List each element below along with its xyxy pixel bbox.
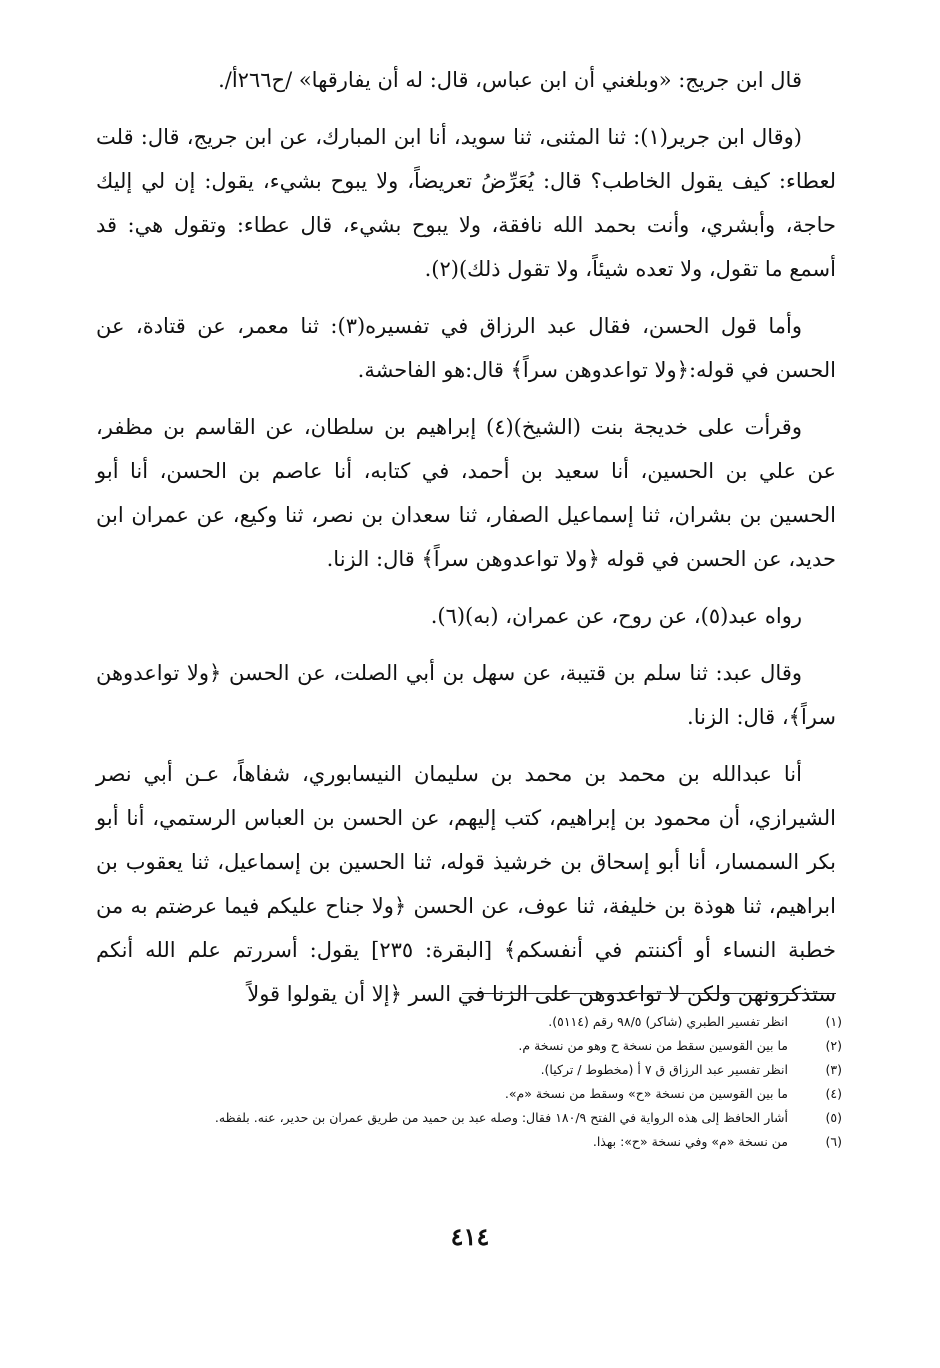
footnote-separator bbox=[462, 993, 836, 994]
paragraph: وقرأت على خديجة بنت (الشيخ)(٤) إبراهيم بن سلطان، عن القاسم بن مظفر، عن علي بن الحسين، أنا سعيد بن أحمد، في كتابه، أنا عاصم بن الحسن، أنا أبو الحسين بن بشران، ثنا إسماعيل الصفار، ثنا سعدان بن نصر، ثنا وكيع، عن عمران ابن حديد، عن الحسن في قوله ﴿ولا تواعدوهن سراً﴾ قال: الزنا. bbox=[96, 415, 836, 571]
footnote-number: (٤) bbox=[825, 1086, 842, 1101]
page-number: ٤١٤ bbox=[450, 1222, 490, 1251]
footnote bbox=[90, 1058, 842, 1082]
footnote bbox=[90, 1010, 842, 1034]
paragraph: رواه عبد(٥)، عن روح، عن عمران، (به)(٦). bbox=[430, 604, 802, 628]
footnote-text: ما بين القوسين سقط من نسخة ح وهو من نسخة م. bbox=[518, 1038, 788, 1053]
footnotes bbox=[90, 1010, 842, 1154]
footnote-text: أشار الحافظ إلى هذه الرواية في الفتح ١٨٠/٩ فقال: وصله عبد بن حميد من طريق عمران بن حدير، عنه. بلفظه. bbox=[214, 1110, 788, 1125]
paragraph: وقال عبد: ثنا سلم بن قتيبة، عن سهل بن أبي الصلت، عن الحسن ﴿ولا تواعدوهن سراً﴾، قال: الزنا. bbox=[96, 661, 836, 729]
paragraph: قال ابن جريج: «وبلغني أن ابن عباس، قال: له أن يفارقها» /ح٢٦٦أ/. bbox=[218, 68, 802, 92]
footnote-number: (١) bbox=[825, 1014, 842, 1029]
footnote-number: (٣) bbox=[825, 1062, 842, 1077]
footnote-text: من نسخة «م» وفي نسخة «ح»: بهذا. bbox=[592, 1134, 788, 1149]
footnote-number: (٢) bbox=[825, 1038, 842, 1053]
footnote-text: ما بين القوسين من نسخة «ح» وسقط من نسخة «م». bbox=[504, 1086, 788, 1101]
paragraph: أنا عبدالله بن محمد بن محمد بن سليمان النيسابوري، شفاهاً، عـن أبي نصر الشيرازي، أن محمود بن إبراهيم، كتب إليهم، عن الحسن بن العباس الرستمي، أنا أبو بكر السمسار، أنا أبو إسحاق بن خرشيذ قوله، ثنا الحسين بن إسماعيل، ثنا يعقوب بن ابراهيم، ثنا هوذة بن خليفة، ثنا عوف، عن الحسن ﴿ولا جناح عليكم فيما عرضتم به من خطبة النساء أو أكننتم في أنفسكم﴾ [البقرة: ٢٣٥] يقول: أسررتم علم الله أنكم ستذكرونهن ولكن لا تواعدوهن على الزنا في السر ﴿إلا أن يقولوا قولاً bbox=[96, 762, 836, 1006]
paragraph: (وقال ابن جرير(١): ثنا المثنى، ثنا سويد، أنا ابن المبارك، عن ابن جريج، قال: قلت لعطاء: كيف يقول الخاطب؟ قال: يُعَرِّضُ تعريضاً، ولا يبوح بشيء، يقول: إن لي إليك حاجة، وأبشري، وأنت بحمد الله نافقة، ولا يبوح بشيء، قال عطاء: وتقول هي: قد أسمع ما تقول، ولا تعده شيئاً، ولا تقول ذلك)(٢). bbox=[96, 125, 836, 281]
footnote-number: (٦) bbox=[825, 1134, 842, 1149]
footnote-text: انظر تفسير الطبري (شاكر) ٩٨/٥ رقم (٥١١٤). bbox=[548, 1014, 788, 1029]
main-text bbox=[96, 58, 836, 1029]
footnote bbox=[90, 1082, 842, 1106]
footnote-text: انظر تفسير عبد الرزاق ق ٧ أ (مخطوط / تركيا). bbox=[540, 1062, 788, 1077]
footnote bbox=[90, 1034, 842, 1058]
footnote bbox=[90, 1106, 842, 1130]
footnote bbox=[90, 1130, 842, 1154]
footnote-number: (٥) bbox=[825, 1110, 842, 1125]
paragraph: وأما قول الحسن، فقال عبد الرزاق في تفسيره(٣): ثنا معمر، عن قتادة، عن الحسن في قوله:﴿ولا تواعدوهن سراً﴾ قال:هو الفاحشة. bbox=[96, 314, 836, 382]
